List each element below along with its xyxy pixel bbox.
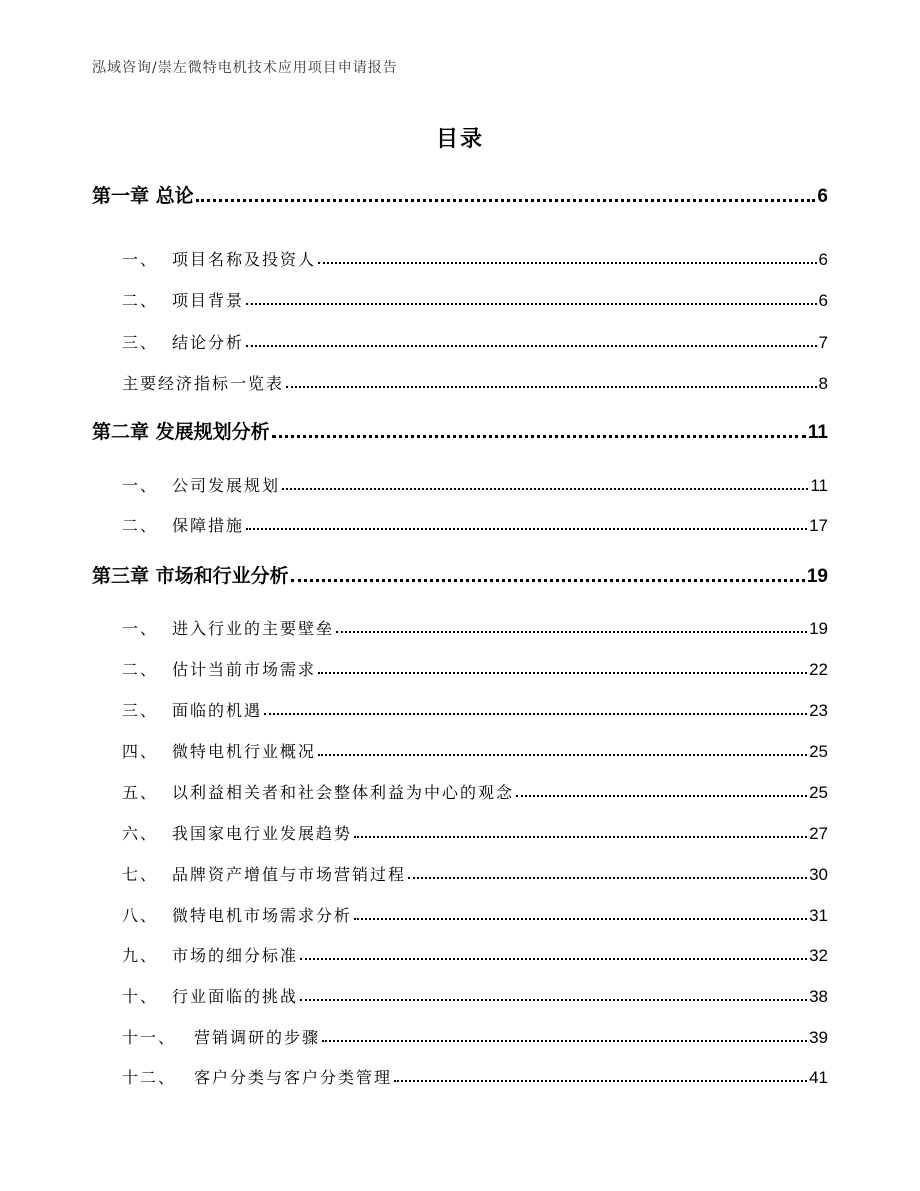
toc-entry-text: 进入行业的主要壁垒	[172, 619, 335, 638]
toc-page-number: 30	[809, 865, 828, 884]
toc-chapter-entry[interactable]	[92, 182, 828, 208]
toc-entry-label	[122, 473, 280, 496]
toc-entry-label	[122, 616, 334, 639]
toc-entry-text: 项目名称及投资人	[172, 250, 317, 269]
toc-entry-number: 一、	[122, 250, 159, 269]
toc-section-entry[interactable]	[122, 510, 828, 536]
toc-entry-text: 行业面临的挑战	[172, 987, 299, 1006]
toc-entry-label	[122, 513, 244, 536]
dot-leader	[196, 199, 816, 202]
toc-entry-label	[122, 1025, 320, 1048]
toc-entry-number: 八、	[122, 906, 159, 925]
toc-entry-label	[122, 903, 352, 926]
dot-leader	[336, 631, 807, 633]
toc-entry-label	[122, 1065, 392, 1088]
toc-entry-label	[92, 417, 270, 444]
toc-section-entry[interactable]	[122, 285, 828, 311]
dot-leader	[282, 488, 808, 490]
dot-leader	[354, 836, 807, 838]
toc-entry-label	[122, 247, 316, 270]
toc-entry-number: 一、	[122, 619, 159, 638]
dot-leader	[318, 672, 807, 674]
toc-entry-label	[122, 371, 284, 394]
toc-entry-text: 第三章 市场和行业分析	[92, 565, 289, 587]
toc-entry-text: 第一章 总论	[92, 185, 194, 207]
dot-leader	[516, 795, 807, 797]
toc-page-number: 38	[809, 987, 828, 1006]
toc-entry-text: 项目背景	[172, 291, 245, 310]
toc-entry-label	[122, 862, 406, 885]
toc-entry-text: 微特电机市场需求分析	[172, 906, 353, 925]
toc-entry-text: 估计当前市场需求	[172, 660, 317, 679]
toc-page-number: 19	[809, 619, 828, 638]
toc-title: 目录	[435, 127, 484, 152]
toc-chapter-entry[interactable]	[92, 562, 828, 588]
toc-page-number: 25	[809, 783, 828, 802]
toc-section-entry[interactable]	[122, 244, 828, 270]
toc-entry-number: 四、	[122, 742, 159, 761]
toc-entry-label	[122, 984, 298, 1007]
toc-entry-number: 七、	[122, 865, 159, 884]
toc-page-number: 22	[809, 660, 828, 679]
toc-entry-text: 结论分析	[172, 333, 245, 352]
dot-leader	[408, 877, 807, 879]
toc-entry-text: 保障措施	[172, 516, 245, 535]
toc-section-entry[interactable]	[122, 981, 828, 1007]
toc-page-number: 32	[809, 946, 828, 965]
toc-page-number: 27	[809, 824, 828, 843]
toc-entry-text: 我国家电行业发展趋势	[172, 824, 353, 843]
dot-leader	[272, 435, 806, 438]
toc-entry-text: 市场的细分标准	[172, 946, 299, 965]
dot-leader	[291, 579, 805, 582]
toc-entry-number: 九、	[122, 946, 159, 965]
dot-leader	[300, 958, 807, 960]
toc-section-entry[interactable]	[122, 1022, 828, 1048]
toc-entry-number: 一、	[122, 476, 159, 495]
toc-page-number: 23	[809, 701, 828, 720]
running-header: 泓域咨询/崇左微特电机技术应用项目申请报告	[92, 60, 398, 76]
toc-entry-number: 三、	[122, 333, 159, 352]
dot-leader	[354, 918, 807, 920]
dot-leader	[300, 999, 807, 1001]
toc-entry-number: 十二、	[122, 1068, 177, 1087]
dot-leader	[318, 262, 817, 264]
toc-entry-number: 二、	[122, 660, 159, 679]
dot-leader	[318, 754, 807, 756]
dot-leader	[286, 386, 817, 388]
toc-entry-number: 十、	[122, 987, 159, 1006]
toc-page-number: 31	[809, 906, 828, 925]
toc-section-entry[interactable]	[122, 613, 828, 639]
toc-section-entry[interactable]	[122, 736, 828, 762]
toc-page-number: 6	[818, 291, 828, 310]
toc-entry-number: 五、	[122, 783, 159, 802]
toc-section-entry[interactable]	[122, 818, 828, 844]
toc-entry-text: 第二章 发展规划分析	[92, 421, 270, 443]
toc-section-entry[interactable]	[122, 940, 828, 966]
toc-page-number: 11	[807, 422, 828, 443]
toc-section-entry[interactable]	[122, 859, 828, 885]
toc-section-entry[interactable]	[122, 327, 828, 353]
toc-section-entry[interactable]	[122, 654, 828, 680]
toc-entry-text: 微特电机行业概况	[172, 742, 317, 761]
toc-entry-number: 二、	[122, 291, 159, 310]
toc-entry-text: 品牌资产增值与市场营销过程	[172, 865, 407, 884]
toc-entry-label	[122, 943, 298, 966]
toc-page-number: 6	[817, 186, 828, 207]
toc-entry-label	[122, 288, 244, 311]
toc-section-entry[interactable]	[122, 368, 828, 394]
dot-leader	[246, 345, 817, 347]
toc-page-number: 6	[818, 250, 828, 269]
toc-entry-label	[122, 330, 244, 353]
toc-entry-number: 二、	[122, 516, 159, 535]
dot-leader	[246, 303, 817, 305]
dot-leader	[322, 1040, 807, 1042]
toc-entry-label	[92, 181, 194, 208]
toc-page-number: 11	[810, 476, 828, 495]
dot-leader	[394, 1080, 807, 1082]
toc-entry-label	[122, 821, 352, 844]
toc-section-entry[interactable]	[122, 470, 828, 496]
toc-entry-text: 以利益相关者和社会整体利益为中心的观念	[172, 783, 515, 802]
toc-entry-text: 面临的机遇	[172, 701, 263, 720]
toc-entry-number: 三、	[122, 701, 159, 720]
toc-entry-number: 六、	[122, 824, 159, 843]
toc-entry-label	[92, 561, 289, 588]
toc-page-number: 8	[818, 374, 828, 393]
toc-entry-label	[122, 780, 514, 803]
dot-leader	[264, 713, 807, 715]
toc-entry-label	[122, 657, 316, 680]
toc-section-entry[interactable]	[122, 777, 828, 803]
toc-page-number: 19	[806, 566, 828, 587]
toc-page-number: 39	[809, 1028, 828, 1047]
toc-page-number: 7	[818, 333, 828, 352]
dot-leader	[246, 528, 807, 530]
toc-entry-text: 客户分类与客户分类管理	[194, 1068, 393, 1087]
toc-section-entry[interactable]	[122, 1062, 828, 1088]
toc-page-number: 25	[809, 742, 828, 761]
toc-section-entry[interactable]	[122, 695, 828, 721]
toc-page-number: 41	[809, 1068, 828, 1087]
toc-entry-text: 主要经济指标一览表	[122, 374, 285, 393]
toc-entry-label	[122, 698, 262, 721]
toc-page-number: 17	[809, 516, 828, 535]
toc-chapter-entry[interactable]	[92, 418, 828, 444]
toc-entry-text: 公司发展规划	[172, 476, 281, 495]
toc-section-entry[interactable]	[122, 900, 828, 926]
toc-entry-label	[122, 739, 316, 762]
toc-entry-number: 十一、	[122, 1028, 177, 1047]
toc-entry-text: 营销调研的步骤	[194, 1028, 321, 1047]
